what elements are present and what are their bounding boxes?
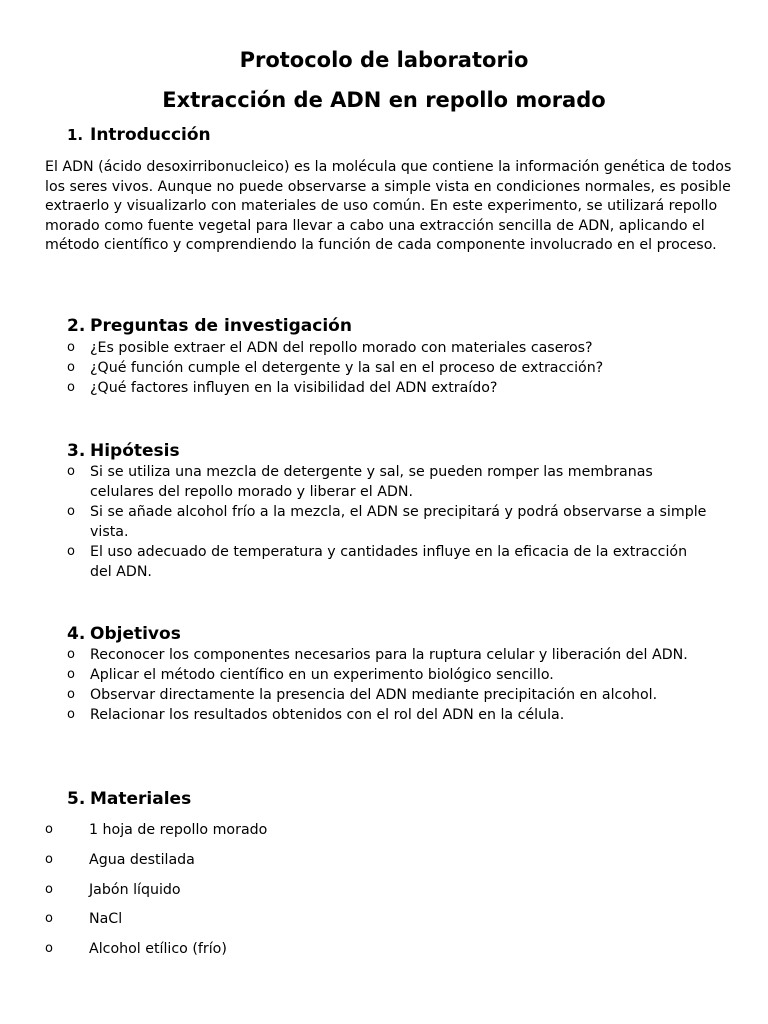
bullet-icon: o — [67, 380, 75, 395]
list-item-text: Si se utiliza una mezcla de detergente y sal, se pueden romper las membranas celulares del repollo morado y liberar el ADN. — [90, 464, 653, 500]
section-number: 5. — [67, 789, 86, 809]
materials-list — [45, 820, 545, 969]
section-title: Introducción — [90, 125, 211, 145]
section-number: 4. — [67, 624, 86, 644]
list-item-text: NaCl — [89, 911, 123, 928]
bullet-icon: o — [45, 881, 53, 897]
list-item-text: Observar directamente la presencia del ADN mediante precipitación en alcohol. — [90, 687, 658, 703]
section-heading-preguntas — [67, 316, 352, 336]
list-item — [67, 358, 707, 378]
objectives-list — [67, 645, 707, 725]
bullet-icon: o — [45, 851, 53, 867]
bullet-icon: o — [67, 340, 75, 355]
list-item — [45, 850, 545, 880]
section-number: 2. — [67, 316, 86, 336]
list-item — [67, 542, 707, 582]
list-item — [67, 685, 707, 705]
list-item — [67, 338, 707, 358]
list-item — [67, 645, 707, 665]
bullet-icon: o — [45, 822, 53, 837]
section-number: 1. — [67, 126, 84, 144]
bullet-icon: o — [67, 647, 75, 662]
section-heading-materiales — [67, 789, 191, 809]
document-subtitle: Extracción de ADN en repollo morado — [162, 88, 606, 112]
list-item-text: Relacionar los resultados obtenidos con el rol del ADN en la célula. — [90, 707, 565, 723]
bullet-icon: o — [67, 707, 75, 722]
list-item — [45, 909, 545, 939]
list-item-text: Jabón líquido — [89, 881, 181, 898]
list-item — [67, 665, 707, 685]
section-title: Objetivos — [90, 624, 181, 644]
bullet-icon: o — [45, 941, 53, 957]
list-item — [45, 880, 545, 910]
list-item-text: ¿Qué función cumple el detergente y la sal en el proceso de extracción? — [90, 360, 604, 376]
document-title: Protocolo de laboratorio — [239, 48, 529, 72]
list-item — [67, 705, 707, 725]
list-item — [67, 502, 707, 542]
section-heading-objetivos — [67, 624, 181, 644]
section-heading-hipotesis — [67, 441, 180, 461]
bullet-icon: o — [67, 544, 75, 559]
intro-paragraph: El ADN (ácido desoxirribonucleico) es la molécula que contiene la información genética de todos los seres vivos. Aunque no puede observarse a simple vista en condiciones normales, es posible extraerlo y visualizarlo con materiales de uso común. En este experimento, se utilizará repollo morado como fuente vegetal para llevar a cabo una extracción sencilla de ADN, aplicando el método científico y comprendiendo la función de cada componente involucrado en el proceso. — [45, 159, 732, 254]
list-item-text: Aplicar el método científico en un experimento biológico sencillo. — [90, 667, 554, 683]
section-heading-introduccion — [67, 125, 211, 145]
list-item-text: 1 hoja de repollo morado — [89, 822, 268, 838]
list-item-text: ¿Es posible extraer el ADN del repollo morado con materiales caseros? — [90, 340, 593, 356]
bullet-icon: o — [67, 667, 75, 682]
questions-list — [67, 338, 707, 398]
hypothesis-list — [67, 462, 707, 582]
list-item — [67, 378, 707, 398]
bullet-icon: o — [67, 360, 75, 375]
bullet-icon: o — [67, 504, 75, 519]
list-item — [45, 820, 545, 850]
list-item — [67, 462, 707, 502]
list-item — [45, 939, 545, 969]
bullet-icon: o — [67, 464, 75, 479]
section-title: Hipótesis — [90, 441, 180, 461]
section-number: 3. — [67, 441, 86, 461]
list-item-text: Alcohol etílico (frío) — [89, 941, 227, 958]
list-item-text: Si se añade alcohol frío a la mezcla, el ADN se precipitará y podrá observarse a simple vista. — [90, 504, 707, 540]
list-item-text: El uso adecuado de temperatura y cantidades influye en la eficacia de la extracción del ADN. — [90, 544, 688, 580]
list-item-text: Reconocer los componentes necesarios para la ruptura celular y liberación del ADN. — [90, 647, 688, 663]
section-title: Materiales — [90, 789, 192, 809]
list-item-text: ¿Qué factores influyen en la visibilidad del ADN extraído? — [90, 380, 498, 396]
bullet-icon: o — [67, 687, 75, 702]
section-title: Preguntas de investigación — [90, 316, 352, 336]
bullet-icon: o — [45, 911, 53, 927]
list-item-text: Agua destilada — [89, 851, 195, 868]
